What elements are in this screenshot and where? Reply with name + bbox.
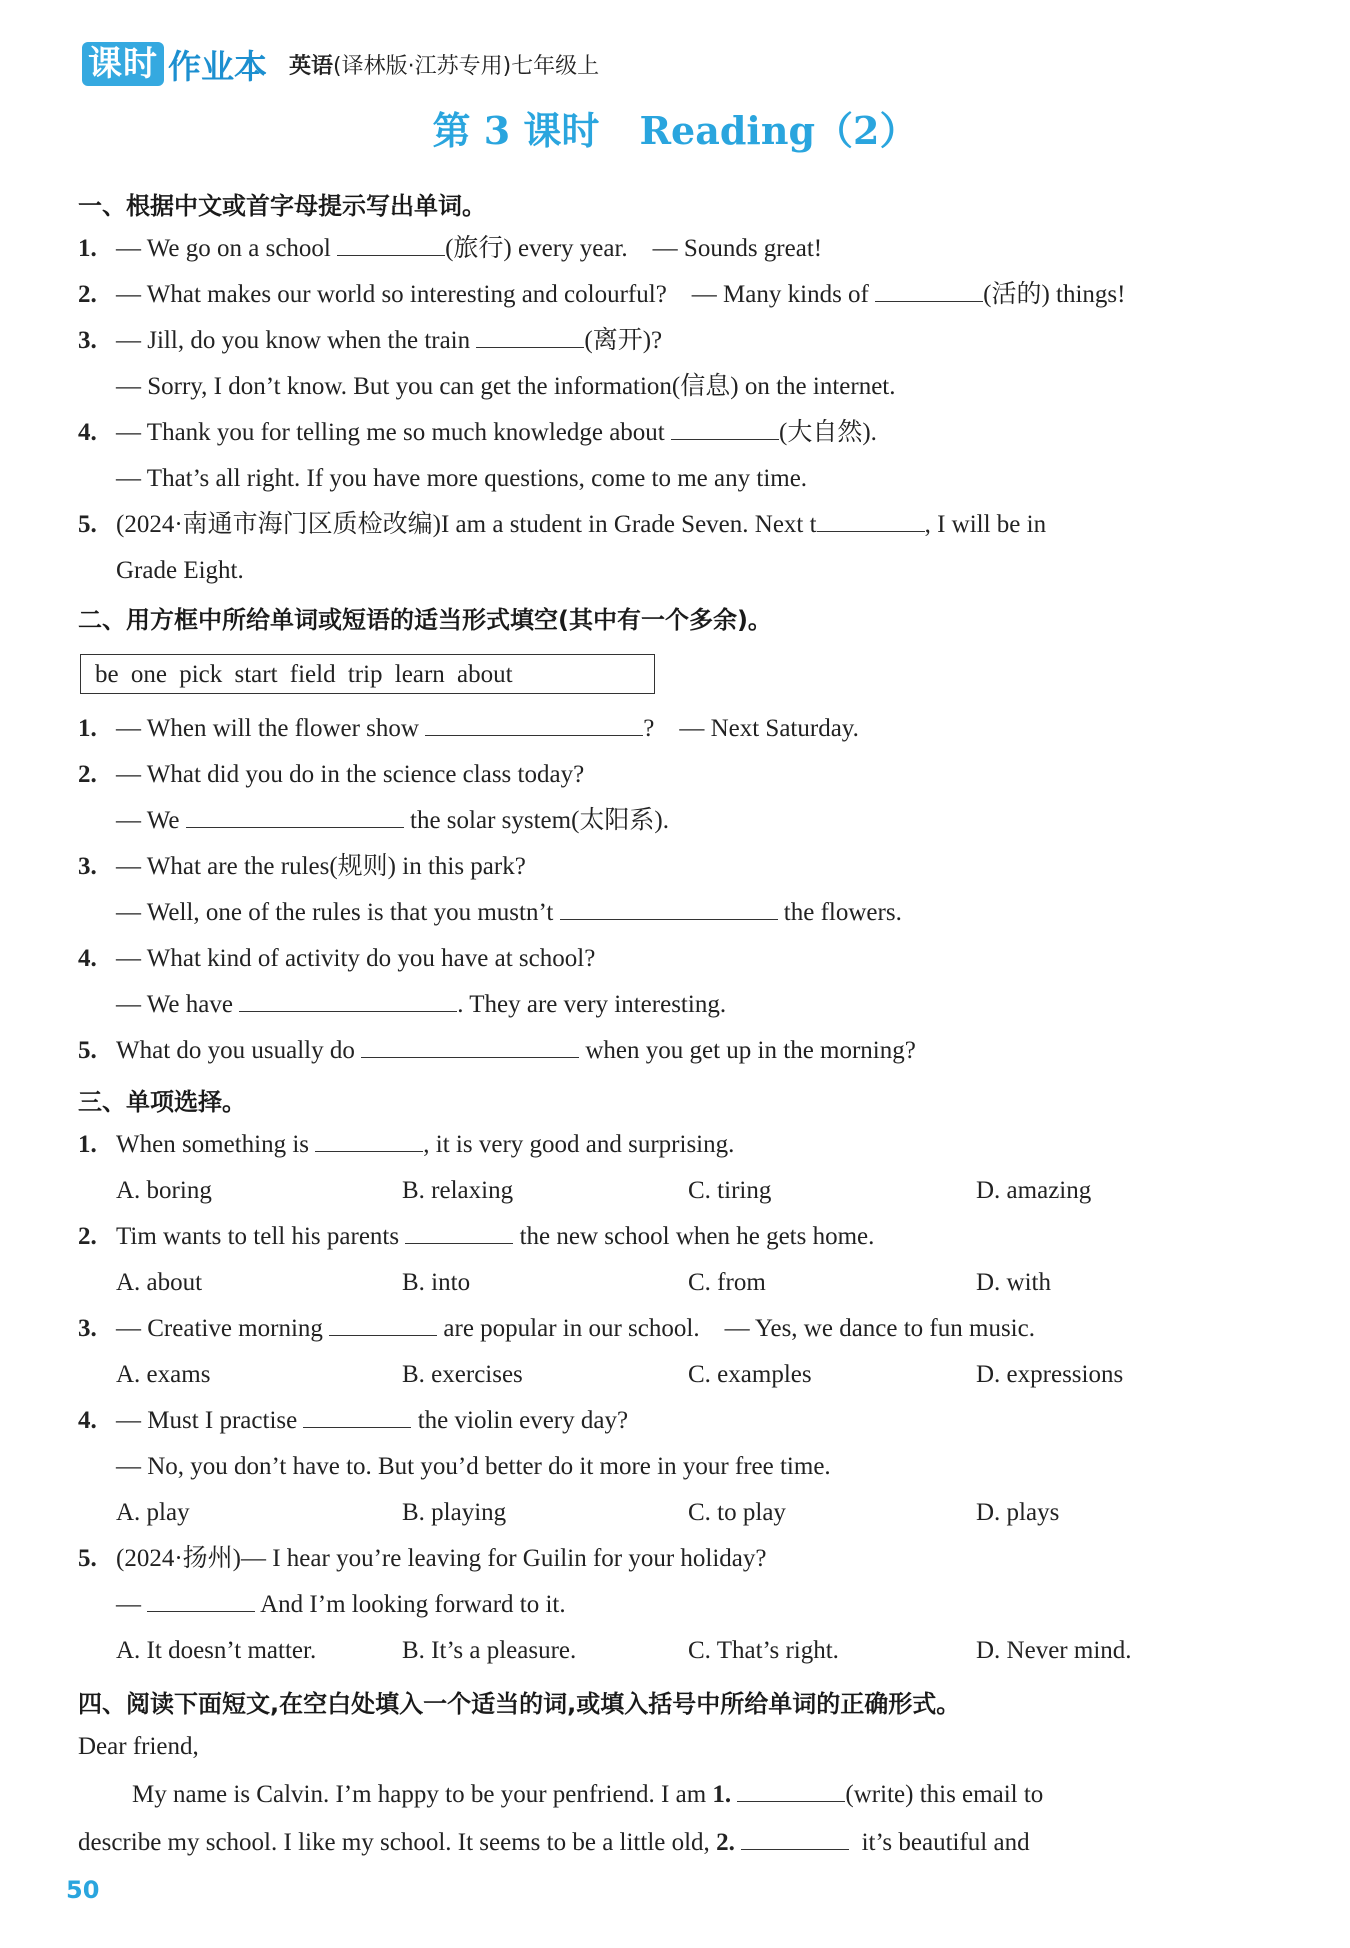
answer-blank[interactable] bbox=[329, 1313, 437, 1336]
s2-q2-reply: — We the solar system(太阳系). bbox=[116, 807, 669, 834]
page-number: 50 bbox=[66, 1876, 100, 1904]
option-d[interactable]: D. Never mind. bbox=[976, 1637, 1132, 1664]
option-c[interactable]: C. to play bbox=[688, 1499, 786, 1526]
page-header bbox=[82, 40, 599, 88]
answer-blank[interactable] bbox=[405, 1221, 513, 1244]
s3-q4: 4. — Must I practise the violin every day? bbox=[78, 1407, 629, 1434]
s3-q5-reply: — And I’m looking forward to it. bbox=[116, 1591, 566, 1618]
answer-blank[interactable] bbox=[337, 233, 445, 256]
s2-q5: 5. What do you usually do when you get up in the morning? bbox=[78, 1037, 916, 1064]
option-c[interactable]: C. That’s right. bbox=[688, 1637, 839, 1664]
passage-line-2: describe my school. I like my school. It seems to be a little old, 2. it’s beautiful and bbox=[78, 1829, 1030, 1856]
s3-q4-reply: — No, you don’t have to. But you’d better do it more in your free time. bbox=[116, 1453, 831, 1480]
answer-blank[interactable] bbox=[315, 1129, 423, 1152]
s1-q1: 1. — We go on a school (旅行) every year. — Sounds great! bbox=[78, 235, 823, 262]
s2-q3-reply: — Well, one of the rules is that you mustn’t the flowers. bbox=[116, 899, 902, 926]
option-a[interactable]: A. about bbox=[116, 1269, 203, 1296]
answer-blank[interactable] bbox=[186, 805, 404, 828]
answer-blank[interactable] bbox=[147, 1589, 255, 1612]
option-a[interactable]: A. exams bbox=[116, 1361, 211, 1388]
answer-blank[interactable] bbox=[476, 325, 584, 348]
passage-line-1: My name is Calvin. I’m happy to be your penfriend. I am 1. (write) this email to bbox=[132, 1781, 1044, 1808]
option-a[interactable]: A. play bbox=[116, 1499, 190, 1526]
brand-logo bbox=[82, 41, 267, 88]
s1-q2: 2. — What makes our world so interesting and colourful? — Many kinds of (活的) things! bbox=[78, 281, 1126, 308]
option-c[interactable]: C. tiring bbox=[688, 1177, 772, 1204]
logo-badge: 课时 bbox=[82, 42, 164, 86]
s3-q2: 2. Tim wants to tell his parents the new school when he gets home. bbox=[78, 1223, 875, 1250]
option-a[interactable]: A. boring bbox=[116, 1177, 212, 1204]
s1-q5: 5. (2024·南通市海门区质检改编)I am a student in Grade Seven. Next t , I will be in bbox=[78, 511, 1047, 538]
option-c[interactable]: C. examples bbox=[688, 1361, 812, 1388]
option-a[interactable]: A. It doesn’t matter. bbox=[116, 1637, 317, 1664]
s2-q3: 3. — What are the rules(规则) in this park? bbox=[78, 853, 526, 880]
option-b[interactable]: B. exercises bbox=[402, 1361, 523, 1388]
s2-q1: 1. — When will the flower show ? — Next Saturday. bbox=[78, 715, 859, 742]
book-info: 英语(译林版·江苏专用)七年级上 bbox=[289, 53, 600, 79]
s3-q3: 3. — Creative morning are popular in our school. — Yes, we dance to fun music. bbox=[78, 1315, 1035, 1342]
s1-q4: 4. — Thank you for telling me so much knowledge about (大自然). bbox=[78, 419, 877, 446]
answer-blank[interactable] bbox=[875, 279, 983, 302]
logo-text: 作业本 bbox=[168, 46, 267, 86]
answer-blank[interactable] bbox=[741, 1827, 849, 1850]
option-b[interactable]: B. It’s a pleasure. bbox=[402, 1637, 577, 1664]
s1-q4-reply: — That’s all right. If you have more questions, come to me any time. bbox=[116, 465, 808, 492]
answer-blank[interactable] bbox=[737, 1779, 845, 1802]
option-d[interactable]: D. expressions bbox=[976, 1361, 1124, 1388]
s2-q2: 2. — What did you do in the science class today? bbox=[78, 761, 585, 788]
s3-q5: 5. (2024·扬州)— I hear you’re leaving for Guilin for your holiday? bbox=[78, 1545, 767, 1572]
option-c[interactable]: C. from bbox=[688, 1269, 766, 1296]
letter-greeting: Dear friend, bbox=[78, 1733, 199, 1760]
s1-q3-reply: — Sorry, I don’t know. But you can get the information(信息) on the internet. bbox=[116, 373, 896, 400]
option-d[interactable]: D. with bbox=[976, 1269, 1051, 1296]
answer-blank[interactable] bbox=[560, 897, 778, 920]
s1-q5-cont: Grade Eight. bbox=[116, 557, 244, 584]
option-b[interactable]: B. relaxing bbox=[402, 1177, 514, 1204]
lesson-title: 第 3 课时 Reading（2） bbox=[432, 108, 918, 153]
section-4-heading: 四、阅读下面短文,在空白处填入一个适当的词,或填入括号中所给单词的正确形式。 bbox=[78, 1690, 961, 1718]
word-box: be one pick start field trip learn about bbox=[80, 654, 655, 694]
option-d[interactable]: D. plays bbox=[976, 1499, 1060, 1526]
section-2-heading: 二、用方框中所给单词或短语的适当形式填空(其中有一个多余)。 bbox=[78, 606, 772, 634]
answer-blank[interactable] bbox=[671, 417, 779, 440]
answer-blank[interactable] bbox=[303, 1405, 411, 1428]
option-b[interactable]: B. into bbox=[402, 1269, 471, 1296]
s3-q1: 1. When something is , it is very good and surprising. bbox=[78, 1131, 735, 1158]
option-d[interactable]: D. amazing bbox=[976, 1177, 1092, 1204]
section-3-heading: 三、单项选择。 bbox=[78, 1088, 246, 1116]
answer-blank[interactable] bbox=[425, 713, 643, 736]
answer-blank[interactable] bbox=[239, 989, 457, 1012]
section-1-heading: 一、根据中文或首字母提示写出单词。 bbox=[78, 192, 486, 220]
answer-blank[interactable] bbox=[817, 509, 925, 532]
s1-q3: 3. — Jill, do you know when the train (离开)? bbox=[78, 327, 663, 354]
option-b[interactable]: B. playing bbox=[402, 1499, 507, 1526]
s2-q4: 4. — What kind of activity do you have at school? bbox=[78, 945, 596, 972]
answer-blank[interactable] bbox=[361, 1035, 579, 1058]
s2-q4-reply: — We have . They are very interesting. bbox=[116, 991, 727, 1018]
